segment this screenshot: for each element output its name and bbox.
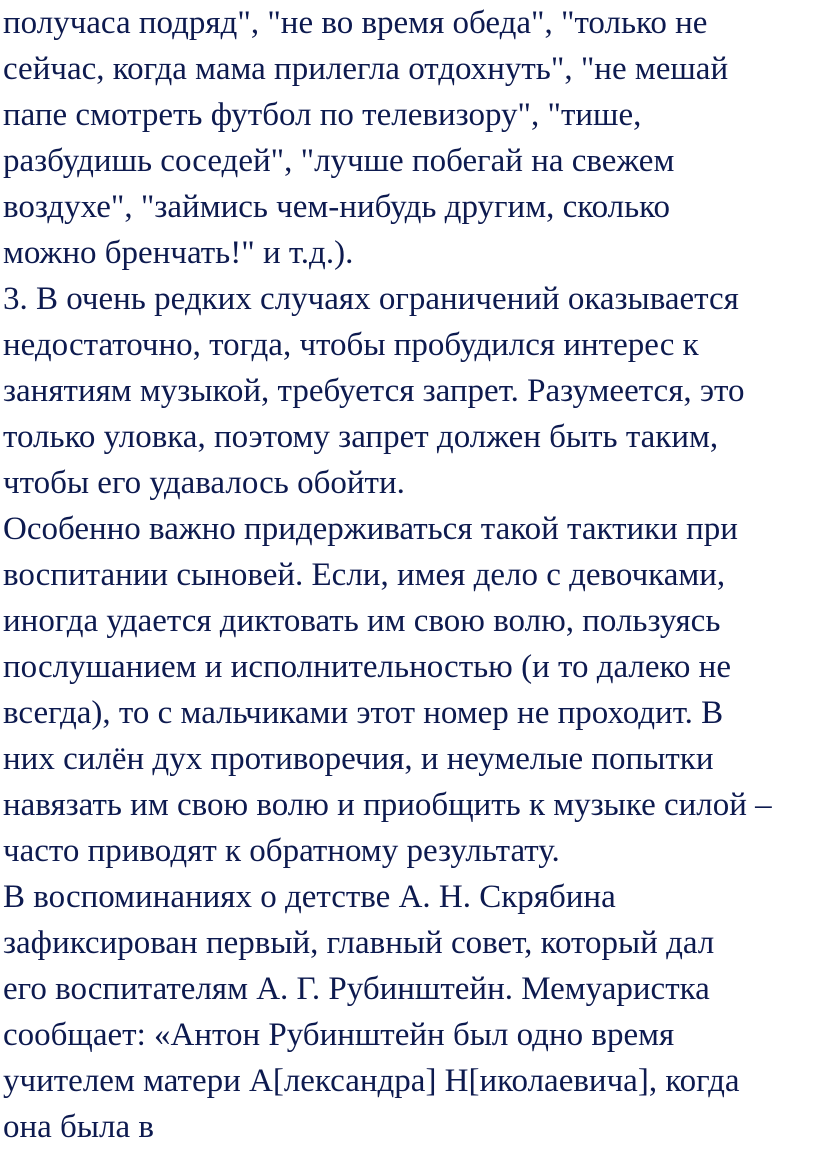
- text-line: навязать им свою волю и приобщить к музыке силой –: [3, 787, 772, 823]
- text-line: чтобы его удавалось обойти.: [3, 465, 405, 501]
- text-line: получаса подряд", "не во время обеда", "только не: [3, 5, 708, 41]
- text-line: сообщает: «Антон Рубинштейн был одно время: [3, 1017, 675, 1053]
- text-line: она была в: [3, 1109, 154, 1145]
- text-line: разбудишь соседей", "лучше побегай на свежем: [3, 143, 675, 179]
- document-page: [3, 0, 816, 1150]
- text-line: всегда), то с мальчиками этот номер не проходит. В: [3, 695, 724, 731]
- text-line: иногда удается диктовать им свою волю, пользуясь: [3, 603, 721, 639]
- text-line: папе смотреть футбол по телевизору", "тише,: [3, 97, 642, 133]
- text-line: занятиям музыкой, требуется запрет. Разумеется, это: [3, 373, 745, 409]
- text-line: 3. В очень редких случаях ограничений оказывается: [3, 281, 739, 317]
- text-line: сейчас, когда мама прилегла отдохнуть", "не мешай: [3, 51, 729, 87]
- text-line: Особенно важно придерживаться такой тактики при: [3, 511, 738, 547]
- text-line: недостаточно, тогда, чтобы пробудился интерес к: [3, 327, 699, 363]
- text-line: его воспитателям А. Г. Рубинштейн. Мемуаристка: [3, 971, 710, 1007]
- text-line: воздухе", "займись чем-нибудь другим, сколько: [3, 189, 671, 225]
- text-line: только уловка, поэтому запрет должен быть таким,: [3, 419, 719, 455]
- text-line: послушанием и исполнительностью (и то далеко не: [3, 649, 731, 685]
- text-line: воспитании сыновей. Если, имея дело с девочками,: [3, 557, 726, 593]
- text-line: В воспоминаниях о детстве А. Н. Скрябина: [3, 879, 616, 915]
- text-line: можно бренчать!" и т.д.).: [3, 235, 354, 271]
- text-line: учителем матери А[лександра] Н[иколаевича], когда: [3, 1063, 740, 1099]
- text-line: зафиксирован первый, главный совет, который дал: [3, 925, 715, 961]
- text-line: часто приводят к обратному результату.: [3, 833, 560, 869]
- text-line: них силён дух противоречия, и неумелые попытки: [3, 741, 714, 777]
